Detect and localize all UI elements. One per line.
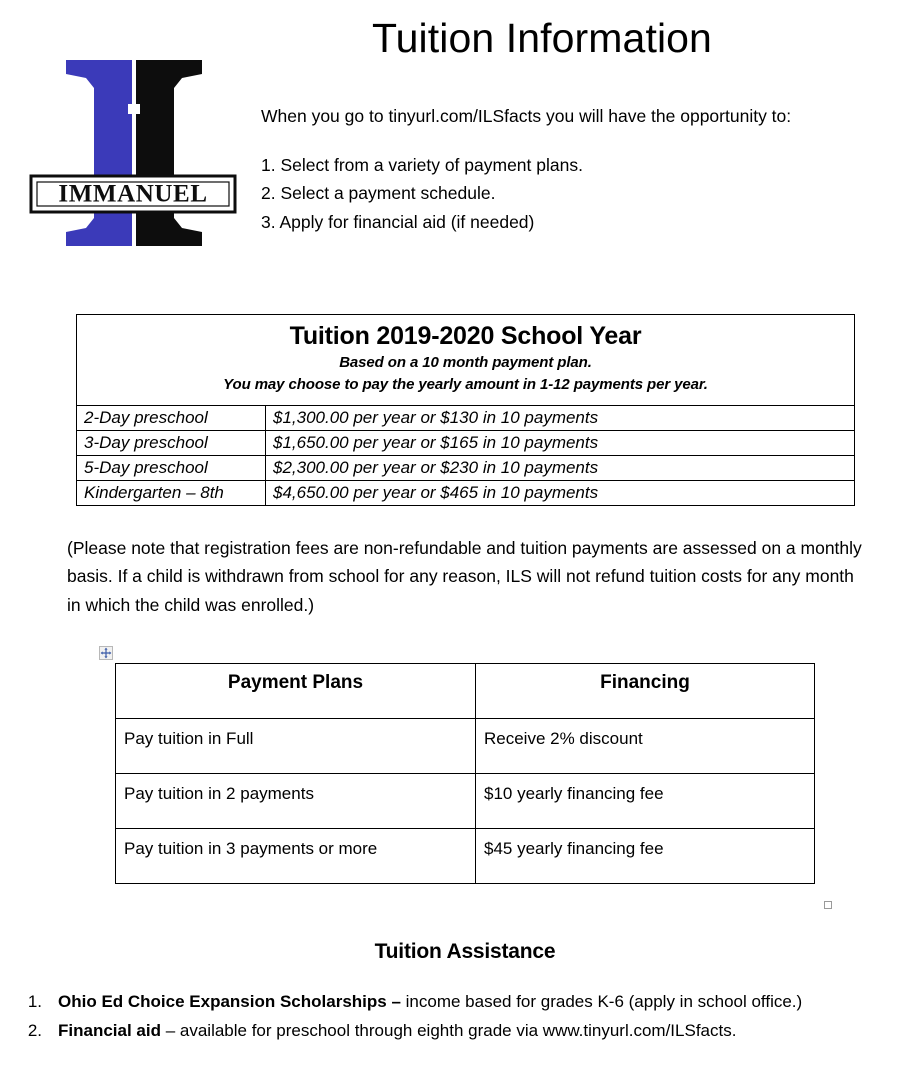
tuition-row-label: Kindergarten – 8th (77, 480, 266, 505)
school-logo (28, 42, 238, 264)
list-item: 3. Apply for financial aid (if needed) (261, 212, 535, 232)
financing-cell: $10 yearly financing fee (476, 774, 815, 829)
page-title: Tuition Information (372, 15, 712, 61)
logo-wordmark-plate (31, 176, 235, 212)
payment-plans-table-container (115, 663, 816, 892)
table-resize-handle-icon[interactable] (824, 901, 832, 909)
intro-lead-text: When you go to tinyurl.com/ILSfacts you will have the opportunity to: (261, 106, 792, 126)
list-item (18, 988, 908, 1017)
list-item-bold-label: Financial aid (58, 1020, 161, 1040)
tuition-row-label: 3-Day preschool (77, 430, 266, 455)
list-item-rest: – available for preschool through eighth grade via www.tinyurl.com/ILSfacts. (160, 1020, 737, 1040)
list-item-rest: income based for grades K-6 (apply in school office.) (400, 992, 803, 1011)
list-item (18, 1017, 908, 1046)
refund-policy-note: (Please note that registration fees are non-refundable and tuition payments are assessed on a monthly basis. If a child is withdrawn from school for any reason, ILS will not refund tuition costs for any month in which the child was enrolled.) (67, 538, 862, 615)
logo-right-half-black (136, 60, 202, 246)
list-item-bold-label: Ohio Ed Choice Expansion Scholarships – (58, 992, 401, 1011)
logo-wordmark-text: IMMANUEL (58, 180, 208, 208)
plan-cell: Pay tuition in Full (116, 719, 476, 774)
list-item: 1. Select from a variety of payment plans. (261, 154, 583, 175)
logo-notch (128, 104, 140, 114)
tuition-row-value: $1,650.00 per year or $165 in 10 payments (266, 430, 855, 455)
table-header-row (77, 315, 855, 406)
table-move-handle-icon[interactable] (99, 646, 113, 660)
column-header-financing: Financing (476, 664, 815, 719)
table-row (77, 430, 855, 455)
tuition-table-header-cell (77, 315, 855, 406)
tuition-table-subheading-2: You may choose to pay the yearly amount in 1-12 payments per year. (223, 375, 708, 393)
table-header-row (116, 664, 815, 719)
list-item-number: 2. (27, 1020, 42, 1040)
financing-cell: $45 yearly financing fee (476, 829, 815, 884)
table-row (77, 480, 855, 505)
table-row (116, 829, 815, 884)
tuition-row-value: $1,300.00 per year or $130 in 10 payments (266, 405, 855, 430)
tuition-rates-table (76, 314, 855, 506)
payment-plans-table (115, 663, 815, 884)
financing-cell: Receive 2% discount (476, 719, 815, 774)
intro-steps-list (261, 151, 901, 237)
intro-block (261, 105, 901, 237)
tuition-assistance-list (18, 988, 908, 1045)
table-row (77, 455, 855, 480)
tuition-assistance-heading: Tuition Assistance (374, 940, 556, 963)
tuition-row-value: $2,300.00 per year or $230 in 10 payments (266, 455, 855, 480)
list-item-number: 1. (27, 992, 42, 1011)
tuition-row-value: $4,650.00 per year or $465 in 10 payments (266, 480, 855, 505)
table-row (77, 405, 855, 430)
table-row (116, 774, 815, 829)
list-item: 2. Select a payment schedule. (261, 183, 496, 204)
tuition-table-heading: Tuition 2019-2020 School Year (289, 322, 642, 350)
tuition-table-subheading-1: Based on a 10 month payment plan. (339, 354, 592, 371)
plan-cell: Pay tuition in 2 payments (116, 774, 476, 829)
plan-cell: Pay tuition in 3 payments or more (116, 829, 476, 884)
logo-left-half-blue (66, 60, 132, 246)
tuition-row-label: 2-Day preschool (77, 405, 266, 430)
column-header-payment-plans: Payment Plans (116, 664, 476, 719)
table-row (116, 719, 815, 774)
tuition-row-label: 5-Day preschool (77, 455, 266, 480)
